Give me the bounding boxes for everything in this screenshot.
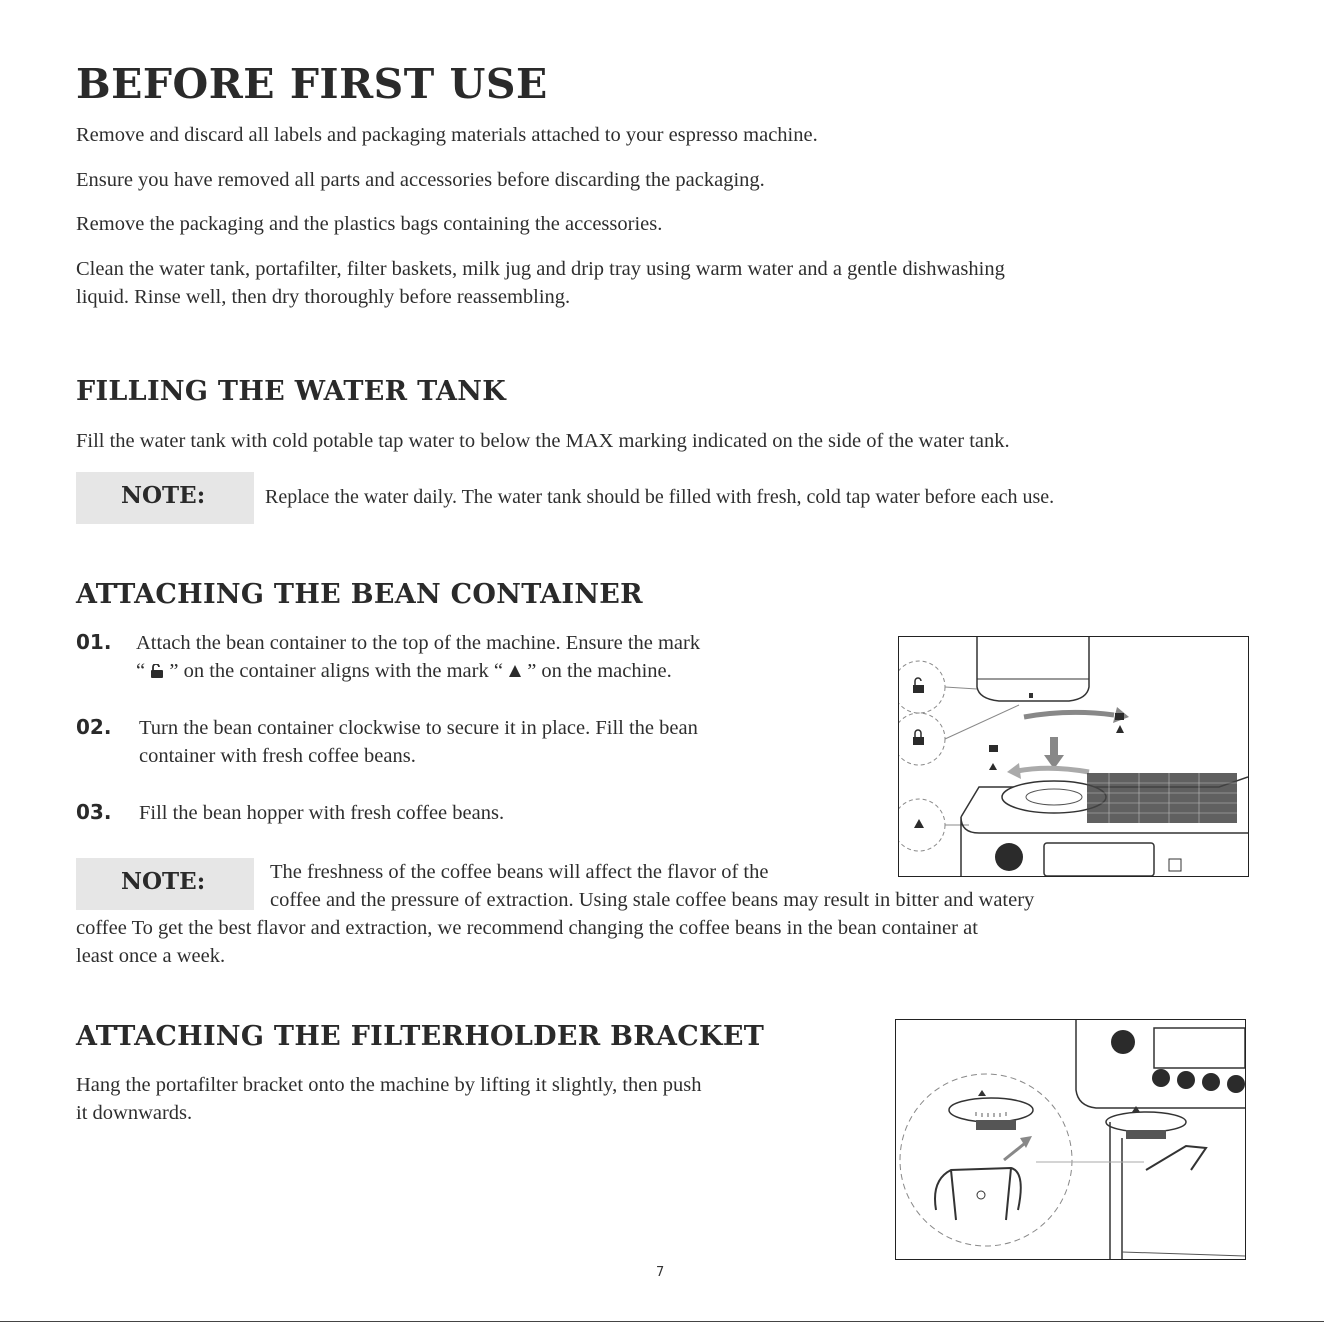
bean-container-diagram <box>899 637 1248 876</box>
paragraph: Remove the packaging and the plastics bags containing the accessories. <box>76 213 663 235</box>
triangle-mark-icon <box>508 664 522 678</box>
step-text: Turn the bean container clockwise to secure it in place. Fill the bean <box>139 717 698 739</box>
paragraph: Remove and discard all labels and packaging materials attached to your espresso machine. <box>76 124 818 146</box>
note-text: coffee and the pressure of extraction. Using stale coffee beans may result in bitter and watery <box>270 889 1035 911</box>
step-number: 02. <box>76 715 112 739</box>
note-label: NOTE: <box>121 482 206 509</box>
page-number: 7 <box>656 1265 665 1280</box>
note-text: The freshness of the coffee beans will affect the flavor of the <box>270 861 769 883</box>
note-label: NOTE: <box>121 868 206 895</box>
step-number: 01. <box>76 630 112 654</box>
paragraph: it downwards. <box>76 1102 193 1124</box>
note-box <box>76 858 254 910</box>
step-text-fragment: “ <box>136 660 146 682</box>
section-title-filterholder-bracket: ATTACHING THE FILTERHOLDER BRACKET <box>76 1021 765 1052</box>
step-number: 03. <box>76 800 112 824</box>
triangle-mark-icon <box>914 819 924 828</box>
step-text-line <box>136 657 672 685</box>
section-title-before-first-use: BEFORE FIRST USE <box>76 60 548 108</box>
note-box <box>76 472 254 524</box>
page-bottom-rule <box>0 1321 1324 1322</box>
step-text-fragment: ” on the container aligns with the mark “ <box>169 660 503 682</box>
paragraph: Clean the water tank, portafilter, filter baskets, milk jug and drip tray using warm water and a gentle dishwashing <box>76 258 1005 280</box>
unlock-icon <box>913 678 924 693</box>
note-text: Replace the water daily. The water tank should be filled with fresh, cold tap water before each use. <box>265 486 1055 508</box>
paragraph: Fill the water tank with cold potable tap water to below the MAX marking indicated on the side of the water tank. <box>76 430 1010 452</box>
paragraph: Hang the portafilter bracket onto the machine by lifting it slightly, then push <box>76 1074 702 1096</box>
step-text: Fill the bean hopper with fresh coffee beans. <box>139 802 505 824</box>
lock-icon <box>913 730 924 745</box>
filterholder-bracket-illustration <box>895 1019 1246 1260</box>
step-text-fragment: ” on the machine. <box>527 660 672 682</box>
paragraph: liquid. Rinse well, then dry thoroughly before reassembling. <box>76 286 571 308</box>
filterholder-bracket-diagram <box>896 1020 1245 1259</box>
step-text: Attach the bean container to the top of the machine. Ensure the mark <box>136 632 701 654</box>
note-text: least once a week. <box>76 945 226 967</box>
step-text: container with fresh coffee beans. <box>139 745 416 767</box>
section-title-bean-container: ATTACHING THE BEAN CONTAINER <box>76 579 643 610</box>
paragraph: Ensure you have removed all parts and accessories before discarding the packaging. <box>76 169 765 191</box>
bean-container-illustration <box>898 636 1249 877</box>
note-text: coffee To get the best flavor and extraction, we recommend changing the coffee beans in the bean container at <box>76 917 978 939</box>
section-title-filling-water-tank: FILLING THE WATER TANK <box>76 376 507 407</box>
unlock-icon <box>150 664 164 678</box>
